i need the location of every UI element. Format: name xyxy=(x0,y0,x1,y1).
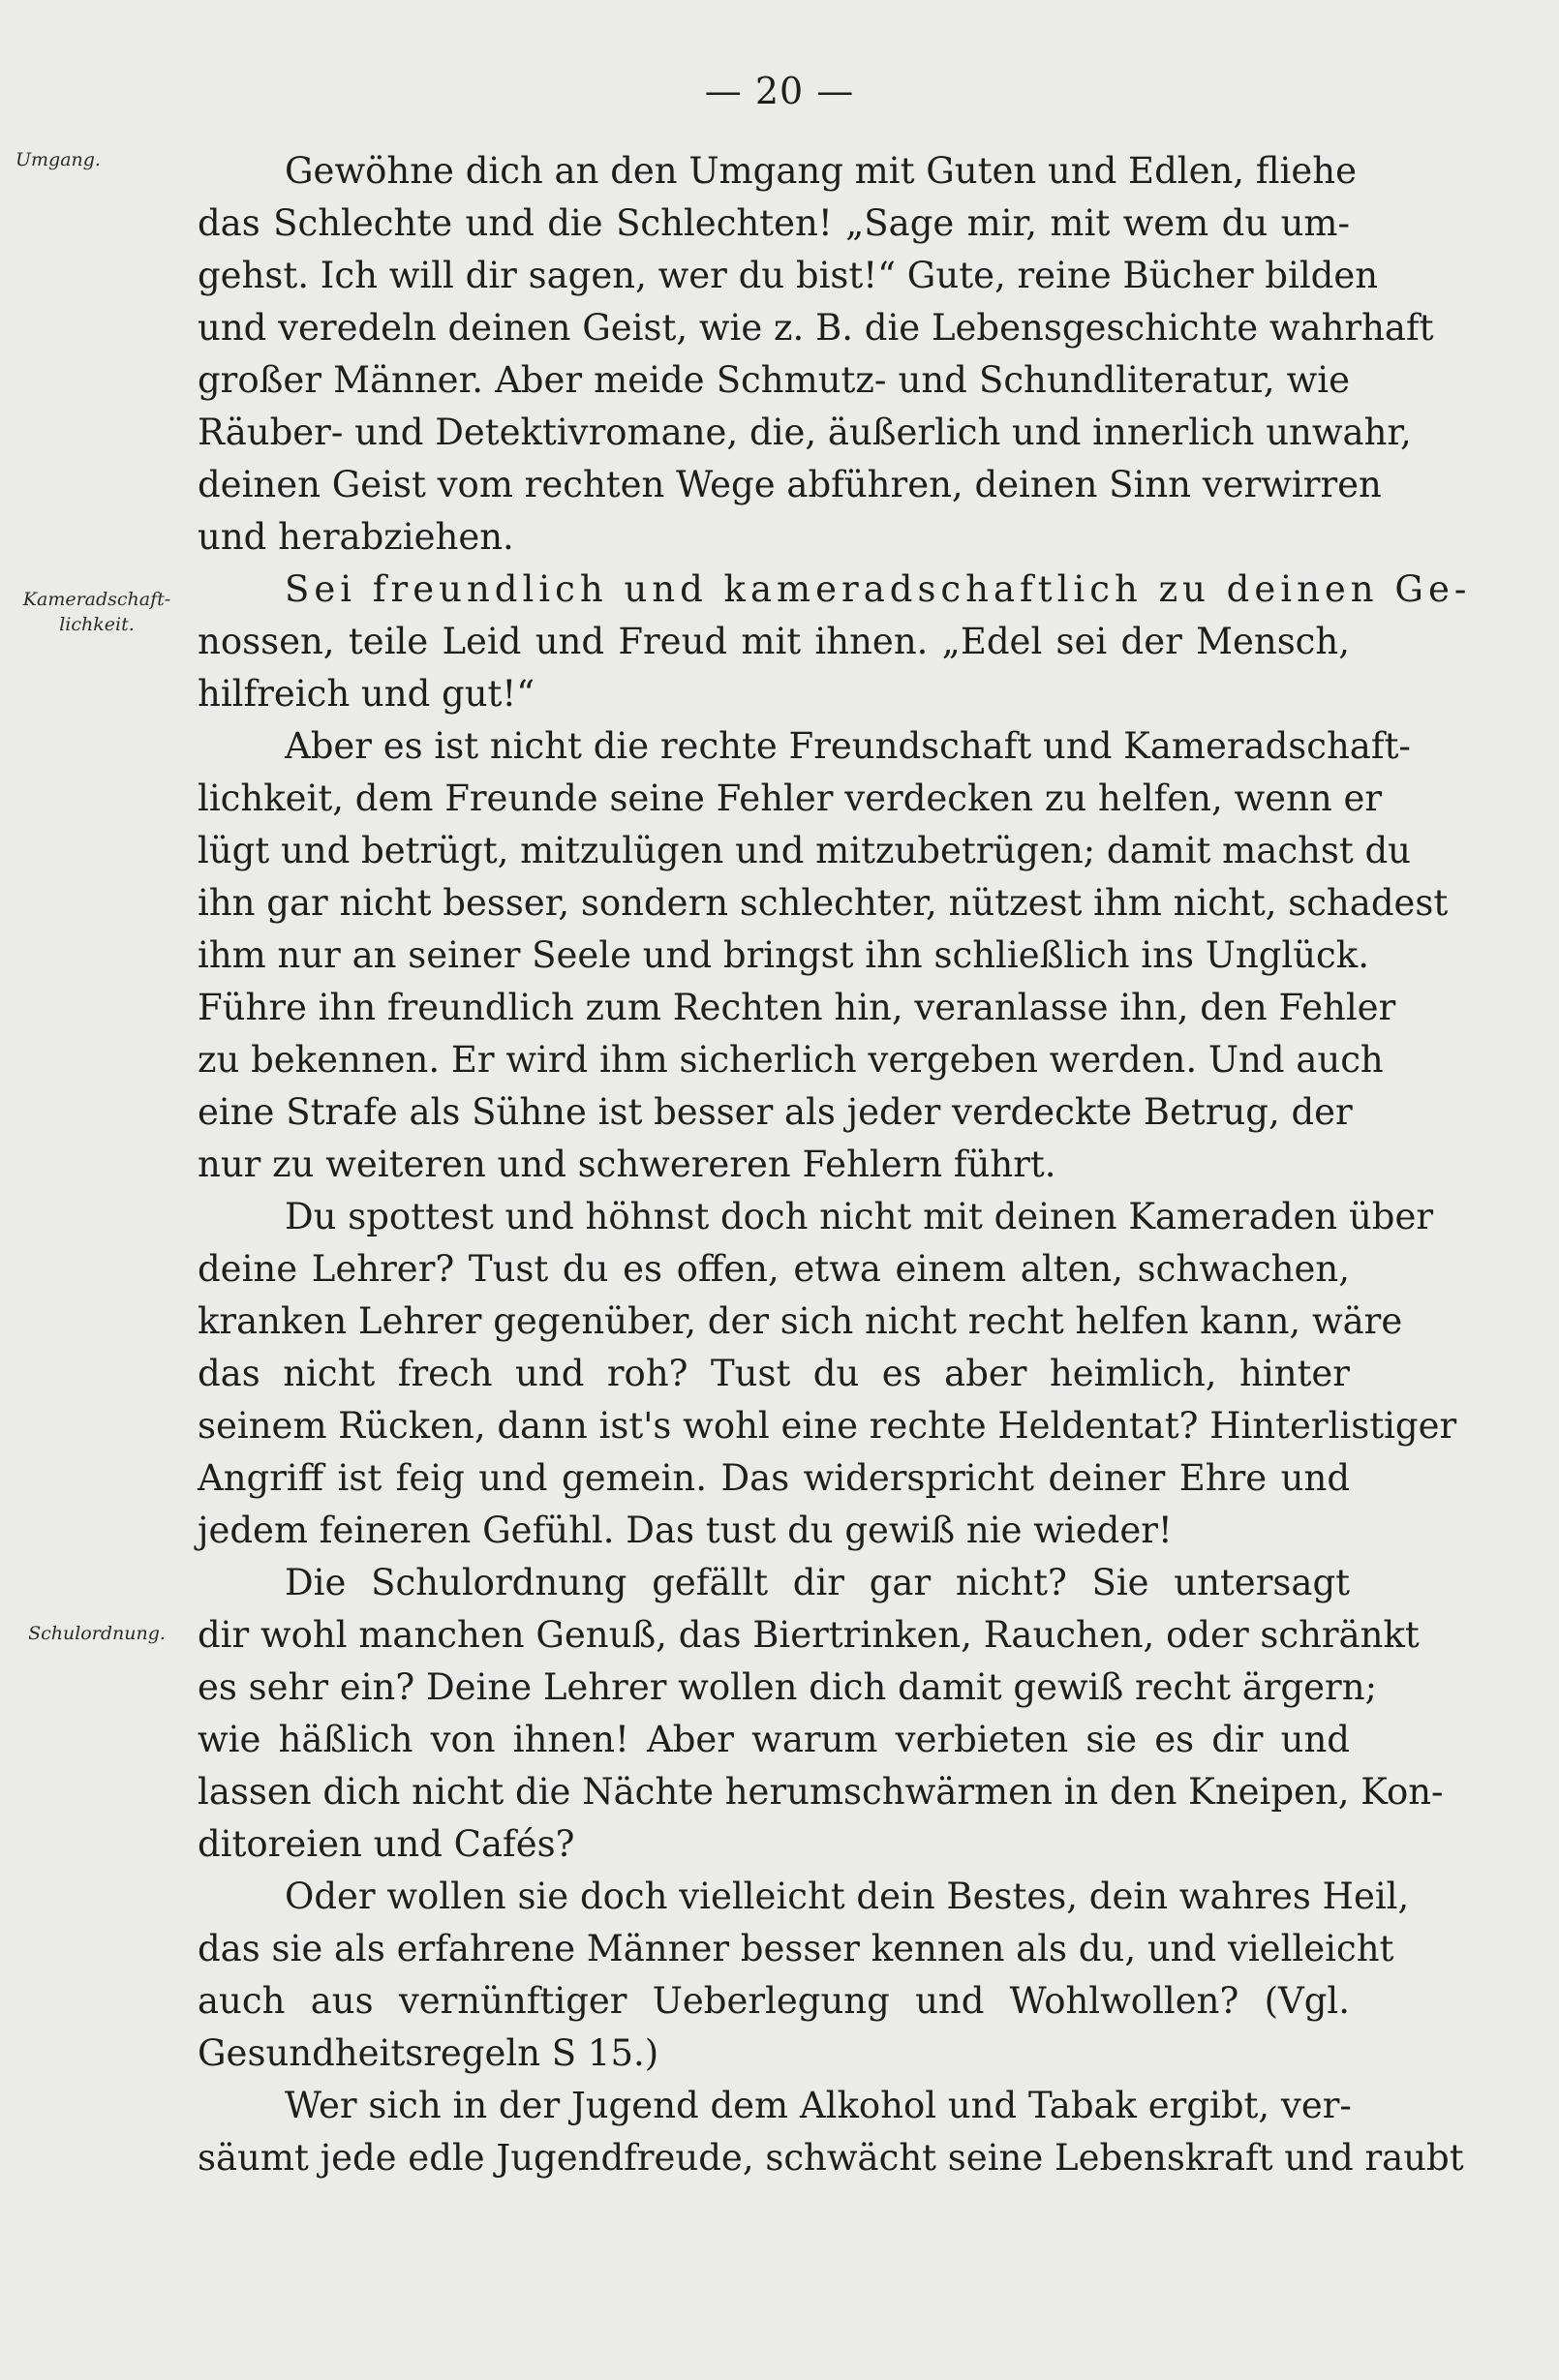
margin-note-schulordnung: Schulordnung. xyxy=(28,1623,166,1644)
text-line: säumt jede edle Jugendfreude, schwächt seine Lebenskraft und raubt xyxy=(198,2137,1464,2179)
text-line: kranken Lehrer gegenüber, der sich nicht recht helfen kann, wäre xyxy=(198,1300,1403,1342)
text-line: zu bekennen. Er wird ihm sicherlich vergeben werden. Und auch xyxy=(198,1039,1384,1081)
text-line: lügt und betrügt, mitzulügen und mitzubetrügen; damit machst du xyxy=(198,830,1412,871)
text-line: Du spottest und höhnst doch nicht mit deinen Kameraden über xyxy=(285,1196,1434,1237)
text-line: großer Männer. Aber meide Schmutz- und Schundliteratur, wie xyxy=(198,359,1350,401)
text-line: gehst. Ich will dir sagen, wer du bist!“ Gute, reine Bücher bilden xyxy=(198,255,1379,296)
text-line: Wer sich in der Jugend dem Alkohol und Tabak ergibt, ver- xyxy=(285,2085,1352,2126)
body-text xyxy=(198,145,1472,2184)
text-line: lichkeit, dem Freunde seine Fehler verdecken zu helfen, wenn er xyxy=(198,778,1383,819)
text-line: nossen, teile Leid und Freud mit ihnen. „Edel sei der Mensch, xyxy=(198,621,1350,662)
text-line: nur zu weiteren und schwereren Fehlern führt. xyxy=(198,1144,1056,1185)
text-line: ihm nur an seiner Seele und bringst ihn schließlich ins Unglück. xyxy=(198,934,1369,976)
text-line: deine Lehrer? Tust du es offen, etwa einem alten, schwachen, xyxy=(198,1248,1350,1290)
text-line: Sei freundlich und kameradschaftlich zu deinen Ge- xyxy=(285,568,1472,610)
text-line: Räuber- und Detektivromane, die, äußerlich und innerlich unwahr, xyxy=(198,412,1412,453)
text-line: und veredeln deinen Geist, wie z. B. die Lebensgeschichte wahrhaft xyxy=(198,307,1434,349)
text-line: auch aus vernünftiger Ueberlegung und Wohlwollen? (Vgl. xyxy=(198,1980,1350,2022)
text-line: deinen Geist vom rechten Wege abführen, deinen Sinn verwirren xyxy=(198,464,1382,505)
text-line: Angriff ist feig und gemein. Das widerspricht deiner Ehre und xyxy=(198,1457,1350,1499)
text-line: Aber es ist nicht die rechte Freundschaft und Kameradschaft- xyxy=(285,725,1411,767)
text-line: das nicht frech und roh? Tust du es aber heimlich, hinter xyxy=(198,1353,1350,1394)
text-line: hilfreich und gut!“ xyxy=(198,673,535,715)
page-number: — 20 — xyxy=(704,70,855,112)
text-line: es sehr ein? Deine Lehrer wollen dich damit gewiß recht ärgern; xyxy=(198,1666,1378,1708)
text-line: Gewöhne dich an den Umgang mit Guten und Edlen, fliehe xyxy=(285,150,1357,192)
text-line: eine Strafe als Sühne ist besser als jeder verdeckte Betrug, der xyxy=(198,1091,1353,1133)
text-line: lassen dich nicht die Nächte herumschwärmen in den Kneipen, Kon- xyxy=(198,1771,1444,1813)
text-line: und herabziehen. xyxy=(198,516,514,558)
text-line: ihn gar nicht besser, sondern schlechter, nützest ihm nicht, schadest xyxy=(198,882,1449,924)
text-line: wie häßlich von ihnen! Aber warum verbieten sie es dir und xyxy=(198,1719,1350,1760)
text-line: das sie als erfahrene Männer besser kennen als du, und vielleicht xyxy=(198,1928,1394,1969)
text-line: ditoreien und Cafés? xyxy=(198,1823,575,1865)
text-line: jedem feineren Gefühl. Das tust du gewiß nie wieder! xyxy=(198,1510,1173,1551)
text-line: seinem Rücken, dann ist's wohl eine rechte Heldentat? Hinterlistiger xyxy=(198,1405,1457,1447)
text-line: Gesundheitsregeln S 15.) xyxy=(198,2032,659,2074)
text-line: Die Schulordnung gefällt dir gar nicht? Sie untersagt xyxy=(285,1562,1350,1603)
text-line: Führe ihn freundlich zum Rechten hin, veranlasse ihn, den Fehler xyxy=(198,987,1396,1028)
text-line: das Schlechte und die Schlechten! „Sage mir, mit wem du um- xyxy=(198,202,1350,244)
text-line: Oder wollen sie doch vielleicht dein Bestes, dein wahres Heil, xyxy=(285,1876,1410,1917)
text-line: dir wohl manchen Genuß, das Biertrinken, Rauchen, oder schränkt xyxy=(198,1614,1420,1656)
margin-note-umgang: Umgang. xyxy=(15,149,101,170)
margin-note-kameradschaftlichkeit: Kameradschaft- lichkeit. xyxy=(22,589,171,635)
